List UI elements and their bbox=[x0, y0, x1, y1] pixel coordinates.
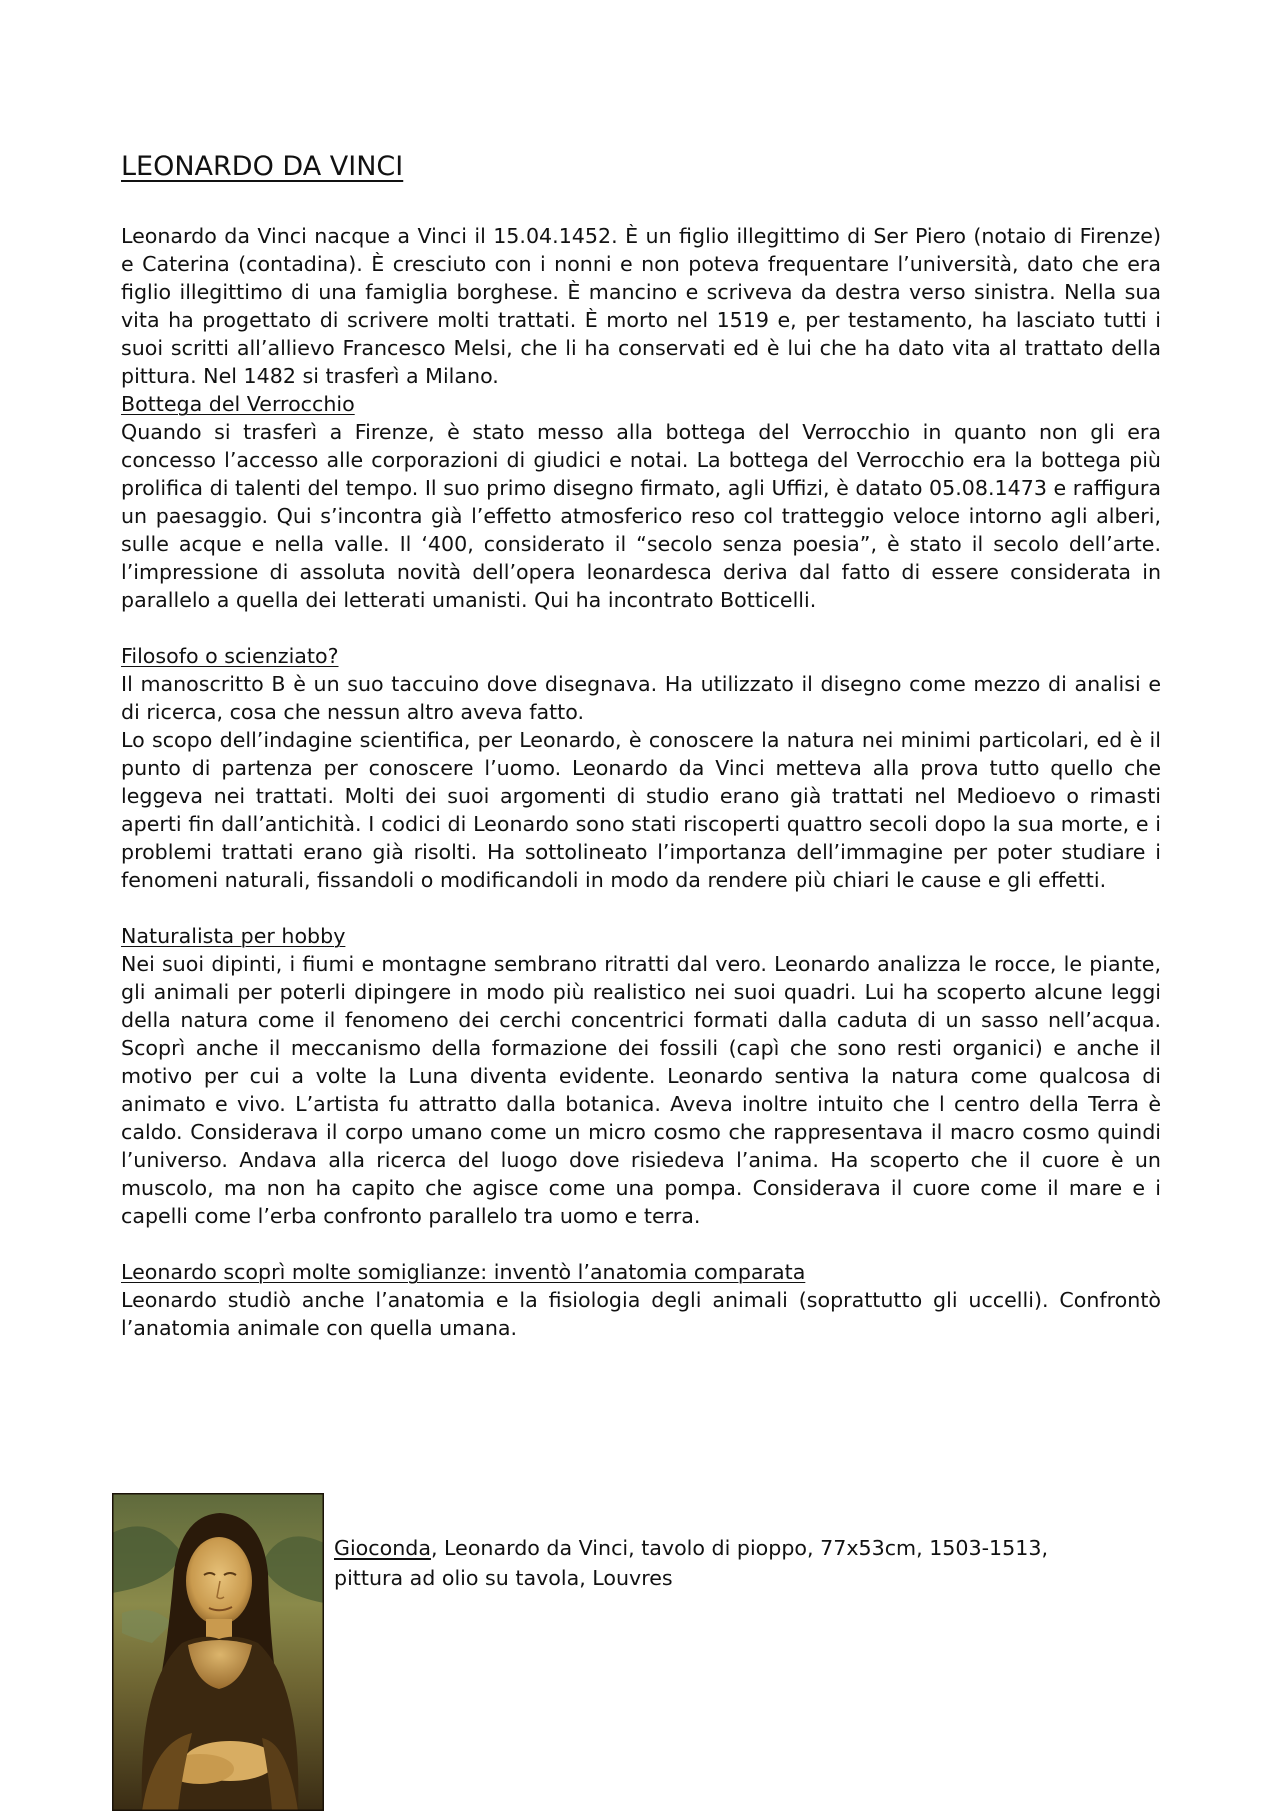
caption-work-title: Gioconda bbox=[334, 1536, 431, 1560]
section-paragraph: Lo scopo dell’indagine scientifica, per Leonardo, è conoscere la natura nei minimi particolari, ed è il punto di partenza per conoscere l’uomo. Leonardo da Vinci metteva alla prova tutto quello che leggeva nei trattati. Molti dei suoi argomenti di studio erano già trattati nel Medioevo o rimasti aperti fin dall’antichità. I codici di Leonardo sono stati riscoperti quattro secoli dopo la sua morte, e i problemi trattati erano già risolti. Ha sottolineato l’importanza dell’immagine per poter studiare i fenomeni naturali, fissandoli o modificandoli in modo da rendere più chiari le cause e gli effetti. bbox=[121, 728, 1161, 892]
mona-lisa-painting bbox=[112, 1493, 324, 1811]
section-paragraph: Nei suoi dipinti, i fiumi e montagne sembrano ritratti dal vero. Leonardo analizza le rocce, le piante, gli animali per poterli dipingere in modo più realistico nei suoi quadri. Lui ha scoperto alcune leggi della natura come il fenomeno dei cerchi concentrici formati dalla caduta di un sasso nell’acqua. Scoprì anche il meccanismo della formazione dei fossili (capì che sono resti organici) e anche il motivo per cui a volte la Luna diventa evidente. Leonardo sentiva la natura come qualcosa di animato e vivo. L’artista fu attratto dalla botanica. Aveva inoltre intuito che l centro della Terra è caldo. Considerava il corpo umano come un micro cosmo che rappresentava il macro cosmo quindi l’universo. Andava alla ricerca del luogo dove risiedeva l’anima. Ha scoperto che il cuore è un muscolo, ma non ha capito che agisce come una pompa. Considerava il cuore come il mare e i capelli come l’erba confronto parallelo tra uomo e terra. bbox=[121, 952, 1161, 1228]
caption-line-2: pittura ad olio su tavola, Louvres bbox=[334, 1566, 673, 1590]
page-title: LEONARDO DA VINCI bbox=[121, 151, 404, 182]
section-heading-filosofo: Filosofo o scienziato? bbox=[121, 644, 339, 668]
section-heading-anatomia: Leonardo scoprì molte somiglianze: inventò l’anatomia comparata bbox=[121, 1260, 806, 1284]
caption-details: , Leonardo da Vinci, tavolo di pioppo, 77x53cm, 1503-1513, bbox=[430, 1536, 1048, 1560]
section-paragraph: Leonardo studiò anche l’anatomia e la fisiologia degli animali (soprattutto gli uccelli). Confrontò l’anatomia animale con quella umana. bbox=[121, 1288, 1161, 1340]
document-body bbox=[121, 222, 1161, 1342]
section-paragraph: Quando si trasferì a Firenze, è stato messo alla bottega del Verrocchio in quanto non gli era concesso l’accesso alle corporazioni di giudici e notai. La bottega del Verrocchio era la bottega più prolifica di talenti del tempo. Il suo primo disegno firmato, agli Uffizi, è datato 05.08.1473 e raffigura un paesaggio. Qui s’incontra già l’effetto atmosferico reso col tratteggio veloce intorno agli alberi, sulle acque e nella valle. Il ‘400, considerato il “secolo senza poesia”, è stato il secolo dell’arte. l’impressione di assoluta novità dell’opera leonardesca deriva dal fatto di essere considerata in parallelo a quella dei letterati umanisti. Qui ha incontrato Botticelli. bbox=[121, 420, 1161, 612]
intro-paragraph: Leonardo da Vinci nacque a Vinci il 15.04.1452. È un figlio illegittimo di Ser Piero (notaio di Firenze) e Caterina (contadina). È cresciuto con i nonni e non poteva frequentare l’università, dato che era figlio illegittimo di una famiglia borghese. È mancino e scriveva da destra verso sinistra. Nella sua vita ha progettato di scrivere molti trattati. È morto nel 1519 e, per testamento, ha lasciato tutti i suoi scritti all’allievo Francesco Melsi, che li ha conservati ed è lui che ha dato vita al trattato della pittura. Nel 1482 si trasferì a Milano. bbox=[121, 224, 1161, 388]
figure-caption bbox=[334, 1533, 1164, 1593]
section-paragraph: Il manoscritto B è un suo taccuino dove disegnava. Ha utilizzato il disegno come mezzo di analisi e di ricerca, cosa che nessun altro aveva fatto. bbox=[121, 672, 1161, 724]
figure-block bbox=[112, 1493, 1152, 1811]
section-heading-bottega: Bottega del Verrocchio bbox=[121, 392, 355, 416]
section-heading-naturalista: Naturalista per hobby bbox=[121, 924, 346, 948]
